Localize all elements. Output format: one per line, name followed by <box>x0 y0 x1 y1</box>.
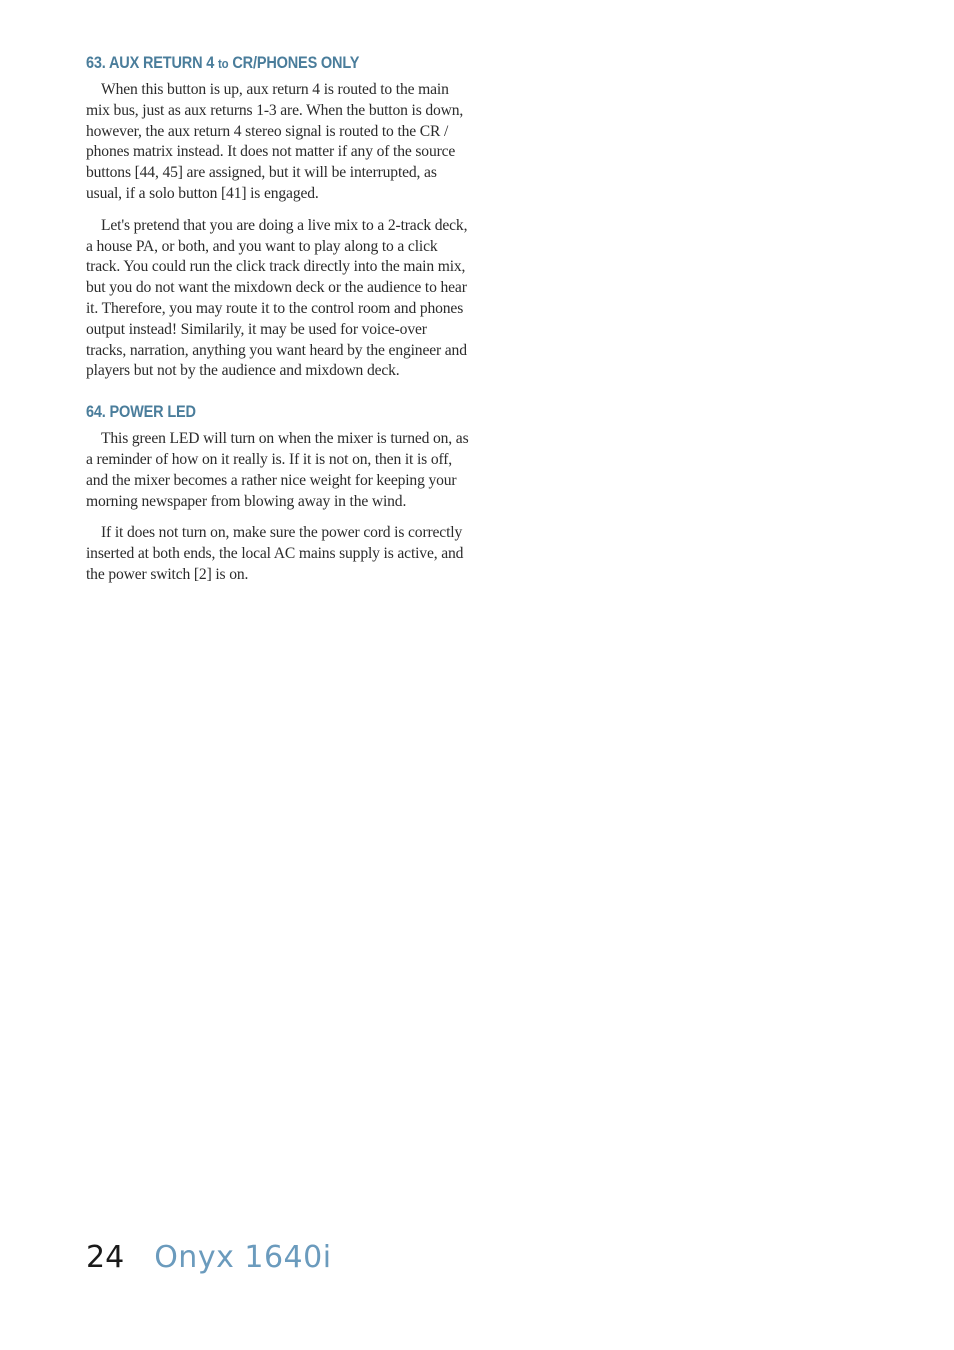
page-footer <box>86 1240 332 1275</box>
section-heading: 64. POWER LED <box>86 403 196 422</box>
heading-rest: CR/PHONES ONLY <box>228 54 360 72</box>
section-heading <box>86 54 424 73</box>
heading-small: to <box>218 56 229 71</box>
product-name: Onyx 1640i <box>154 1240 332 1275</box>
heading-main: 63. AUX RETURN 4 <box>86 54 219 72</box>
body-paragraph: This green LED will turn on when the mixer is turned on, as a reminder of how on it really is. If it is not on, then it is off, and the mixer becomes a rather nice weight for keeping your morning newspaper from blowing away in the wind. <box>86 430 469 510</box>
page-number: 24 <box>86 1240 125 1275</box>
section-power-led <box>86 403 470 586</box>
body-paragraph: Let's pretend that you are doing a live mix to a 2-track deck, a house PA, or both, and you want to play along to a click track. You could run the click track directly into the main mix, but you do not want the mixdown deck or the audience to hear it. Therefore, you may route it to the control room and phones output instead! Similarily, it may be used for voice-over tracks, narration, anything you want heard by the engineer and players but not by the audience and mixdown deck. <box>86 216 468 380</box>
section-aux-return-4 <box>86 54 470 382</box>
body-paragraph: If it does not turn on, make sure the power cord is correctly inserted at both ends, the local AC mains supply is active, and the power switch [2] is on. <box>86 524 464 583</box>
page-body-column <box>86 54 470 607</box>
body-paragraph: When this button is up, aux return 4 is routed to the main mix bus, just as aux returns 1-3 are. When the button is down, however, the aux return 4 stereo signal is routed to the CR / phones matrix instead. It does not matter if any of the source buttons [44, 45] are assigned, but it will be interrupted, as usual, if a solo button [41] is engaged. <box>86 81 464 202</box>
